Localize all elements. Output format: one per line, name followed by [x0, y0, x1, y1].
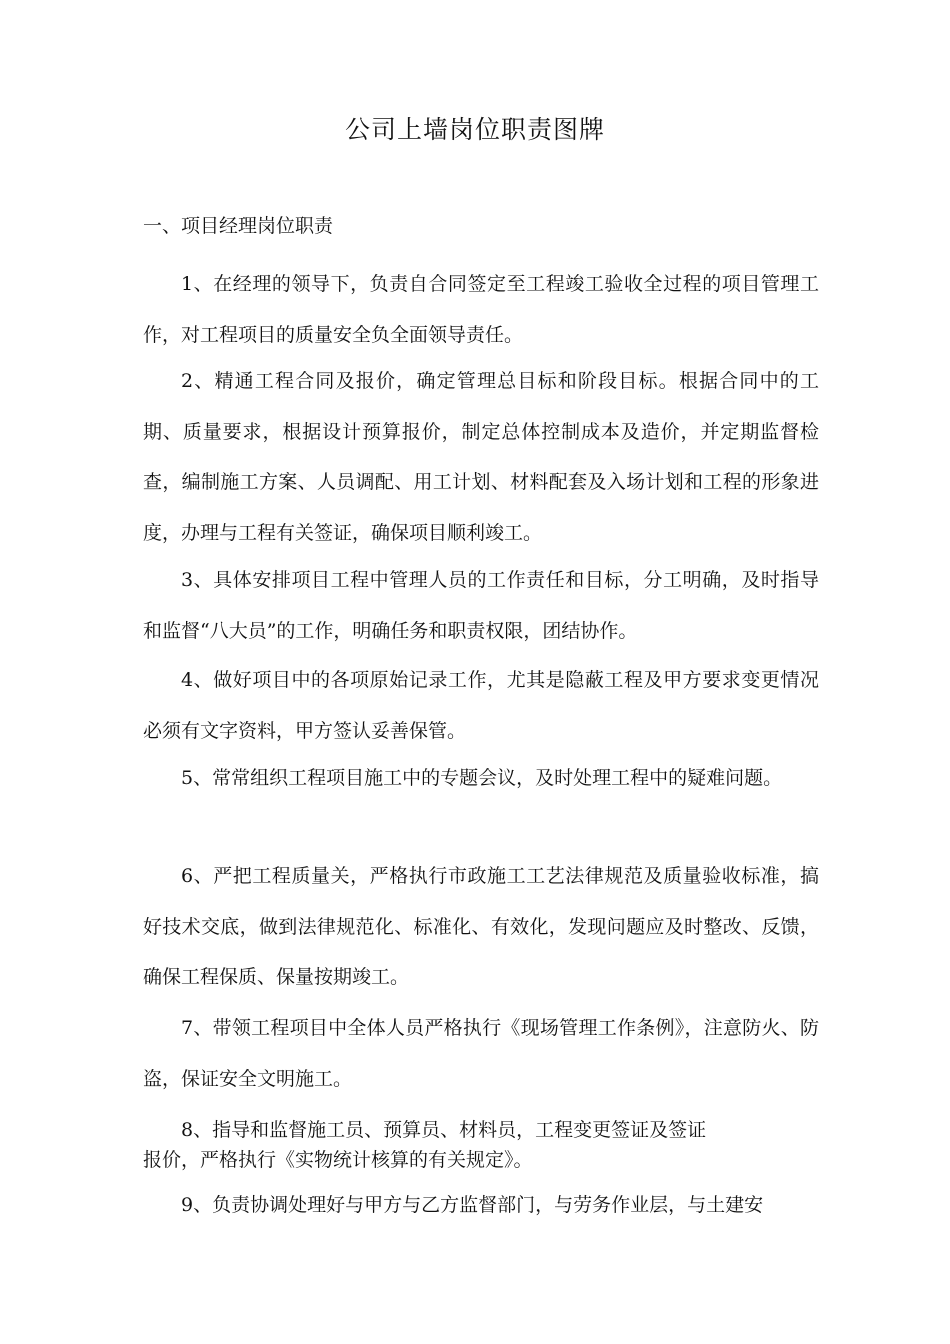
paragraph-1: 1、在经理的领导下，负责自合同签定至工程竣工验收全过程的项目管理工作，对工程项目的质量安全负全面领导责任。 — [143, 273, 819, 346]
paragraph-8-line-2: 报价，严格执行《实物统计核算的有关规定》。 — [143, 1149, 533, 1171]
document-title: 公司上墙岗位职责图牌 — [344, 115, 605, 144]
paragraph-4: 4、做好项目中的各项原始记录工作，尤其是隐蔽工程及甲方要求变更情况必须有文字资料，甲方签认妥善保管。 — [143, 669, 819, 742]
paragraph-2: 2、精通工程合同及报价，确定管理总目标和阶段目标。根据合同中的工期、质量要求，根据设计预算报价，制定总体控制成本及造价，并定期监督检查，编制施工方案、人员调配、用工计划、材料配套及入场计划和工程的形象进度，办理与工程有关签证，确保项目顺利竣工。 — [143, 370, 819, 544]
paragraph-5: 5、常常组织工程项目施工中的专题会议，及时处理工程中的疑难问题。 — [181, 767, 783, 789]
paragraph-3: 3、具体安排项目工程中管理人员的工作责任和目标，分工明确，及时指导和监督“八大员”的工作，明确任务和职责权限，团结协作。 — [143, 569, 819, 642]
paragraph-6: 6、严把工程质量关，严格执行市政施工工艺法律规范及质量验收标准，搞好技术交底，做到法律规范化、标准化、有效化，发现问题应及时整改、反馈，确保工程保质、保量按期竣工。 — [143, 865, 819, 988]
section-heading: 一、项目经理岗位职责 — [143, 215, 334, 237]
paragraph-9: 9、负责协调处理好与甲方与乙方监督部门，与劳务作业层，与土建安 — [181, 1194, 764, 1216]
paragraph-7: 7、带领工程项目中全体人员严格执行《现场管理工作条例》，注意防火、防盗，保证安全文明施工。 — [143, 1017, 819, 1090]
paragraph-8 — [143, 1115, 819, 1175]
paragraph-8-line-1: 8、指导和监督施工员、预算员、材料员，工程变更签证及签证 — [181, 1119, 707, 1141]
